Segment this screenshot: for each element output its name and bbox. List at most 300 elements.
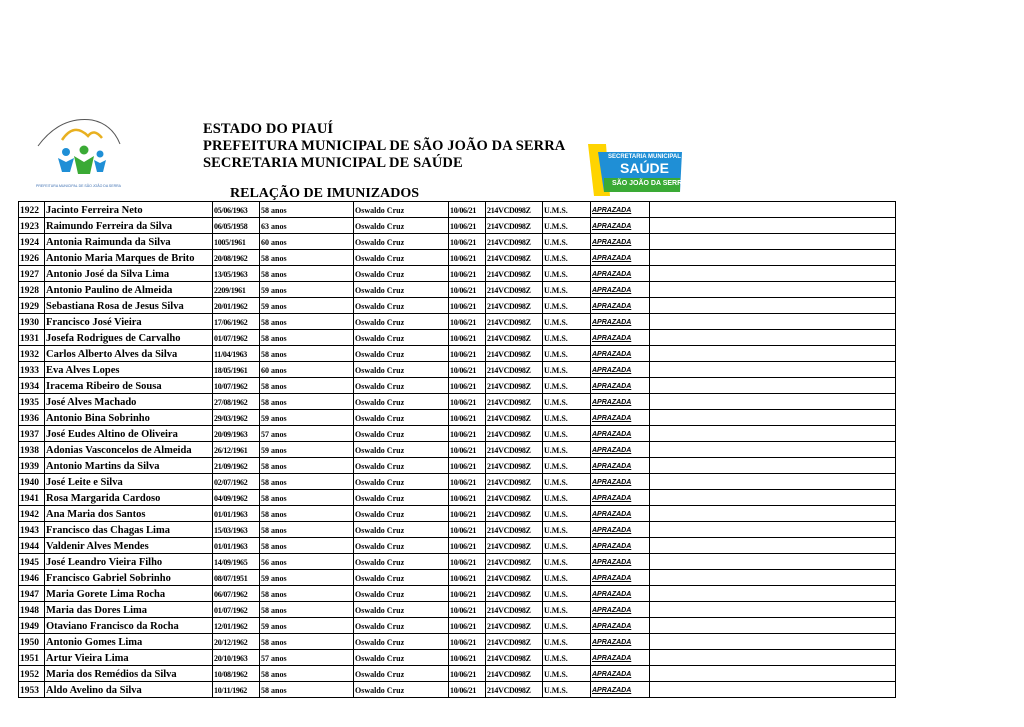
person-name: Ana Maria dos Santos (45, 506, 213, 522)
person-name: Sebastiana Rosa de Jesus Silva (45, 298, 213, 314)
vaccine-lot: 214VCD098Z (486, 586, 543, 602)
health-unit: U.M.S. (543, 474, 591, 490)
age: 58 anos (260, 346, 354, 362)
empty-cell (650, 266, 896, 282)
table-row (19, 266, 896, 282)
status-label (591, 490, 650, 506)
empty-cell (650, 394, 896, 410)
vaccine-lot: 214VCD098Z (486, 410, 543, 426)
status-text: APRAZADA (592, 415, 632, 422)
birth-date: 01/01/1963 (213, 538, 260, 554)
birth-date: 08/07/1951 (213, 570, 260, 586)
person-name: Rosa Margarida Cardoso (45, 490, 213, 506)
person-name: Antonio Gomes Lima (45, 634, 213, 650)
vaccination-date: 10/06/21 (449, 618, 486, 634)
age: 58 anos (260, 250, 354, 266)
status-text: APRAZADA (592, 383, 632, 390)
age: 57 anos (260, 426, 354, 442)
table-row (19, 410, 896, 426)
status-label (591, 570, 650, 586)
vaccine-lot: 214VCD098Z (486, 522, 543, 538)
row-number: 1953 (19, 682, 45, 698)
table-row (19, 586, 896, 602)
table-row (19, 666, 896, 682)
health-unit: U.M.S. (543, 602, 591, 618)
row-number: 1947 (19, 586, 45, 602)
status-text: APRAZADA (592, 207, 632, 214)
vaccination-site: Oswaldo Cruz (354, 298, 449, 314)
age: 58 anos (260, 634, 354, 650)
row-number: 1951 (19, 650, 45, 666)
health-unit: U.M.S. (543, 490, 591, 506)
vaccination-site: Oswaldo Cruz (354, 506, 449, 522)
status-label (591, 650, 650, 666)
age: 58 anos (260, 586, 354, 602)
status-text: APRAZADA (592, 639, 632, 646)
status-label (591, 506, 650, 522)
vaccine-lot: 214VCD098Z (486, 218, 543, 234)
empty-cell (650, 586, 896, 602)
table-row (19, 346, 896, 362)
health-unit: U.M.S. (543, 218, 591, 234)
empty-cell (650, 506, 896, 522)
vaccine-lot: 214VCD098Z (486, 602, 543, 618)
health-logo-line3: SÃO JOÃO DA SERRA (612, 180, 688, 187)
health-unit: U.M.S. (543, 426, 591, 442)
status-text: APRAZADA (592, 575, 632, 582)
vaccination-date: 10/06/21 (449, 554, 486, 570)
empty-cell (650, 682, 896, 698)
status-text: APRAZADA (592, 271, 632, 278)
status-label (591, 682, 650, 698)
status-label (591, 426, 650, 442)
age: 58 anos (260, 474, 354, 490)
vaccination-site: Oswaldo Cruz (354, 218, 449, 234)
row-number: 1924 (19, 234, 45, 250)
vaccine-lot: 214VCD098Z (486, 618, 543, 634)
vaccine-lot: 214VCD098Z (486, 362, 543, 378)
status-label (591, 282, 650, 298)
vaccine-lot: 214VCD098Z (486, 314, 543, 330)
table-row (19, 202, 896, 218)
age: 59 anos (260, 298, 354, 314)
vaccine-lot: 214VCD098Z (486, 506, 543, 522)
vaccination-site: Oswaldo Cruz (354, 474, 449, 490)
status-label (591, 634, 650, 650)
person-name: José Alves Machado (45, 394, 213, 410)
person-name: Francisco das Chagas Lima (45, 522, 213, 538)
row-number: 1935 (19, 394, 45, 410)
person-name: Antonio José da Silva Lima (45, 266, 213, 282)
table-row (19, 570, 896, 586)
age: 58 anos (260, 506, 354, 522)
vaccine-lot: 214VCD098Z (486, 298, 543, 314)
table-row (19, 602, 896, 618)
health-unit: U.M.S. (543, 378, 591, 394)
table-row (19, 490, 896, 506)
birth-date: 13/05/1963 (213, 266, 260, 282)
person-name: Antonia Raimunda da Silva (45, 234, 213, 250)
vaccine-lot: 214VCD098Z (486, 666, 543, 682)
birth-date: 01/07/1962 (213, 330, 260, 346)
birth-date: 10/08/1962 (213, 666, 260, 682)
empty-cell (650, 218, 896, 234)
person-name: Artur Vieira Lima (45, 650, 213, 666)
empty-cell (650, 474, 896, 490)
vaccination-date: 10/06/21 (449, 602, 486, 618)
table-row (19, 362, 896, 378)
vaccine-lot: 214VCD098Z (486, 554, 543, 570)
vaccination-site: Oswaldo Cruz (354, 586, 449, 602)
row-number: 1940 (19, 474, 45, 490)
vaccine-lot: 214VCD098Z (486, 490, 543, 506)
vaccine-lot: 214VCD098Z (486, 634, 543, 650)
person-name: Maria Gorete Lima Rocha (45, 586, 213, 602)
age: 58 anos (260, 666, 354, 682)
age: 56 anos (260, 554, 354, 570)
status-text: APRAZADA (592, 335, 632, 342)
empty-cell (650, 602, 896, 618)
document-header (203, 121, 565, 172)
empty-cell (650, 378, 896, 394)
status-text: APRAZADA (592, 591, 632, 598)
vaccination-date: 10/06/21 (449, 474, 486, 490)
empty-cell (650, 650, 896, 666)
vaccination-site: Oswaldo Cruz (354, 394, 449, 410)
table-row (19, 426, 896, 442)
status-label (591, 314, 650, 330)
table-row (19, 522, 896, 538)
row-number: 1932 (19, 346, 45, 362)
vaccine-lot: 214VCD098Z (486, 250, 543, 266)
vaccine-lot: 214VCD098Z (486, 330, 543, 346)
health-logo-line1: SECRETARIA MUNICIPAL DE (608, 154, 691, 160)
health-secretariat-logo (584, 140, 691, 200)
vaccination-date: 10/06/21 (449, 314, 486, 330)
vaccine-lot: 214VCD098Z (486, 474, 543, 490)
status-label (591, 666, 650, 682)
age: 58 anos (260, 330, 354, 346)
birth-date: 10/11/1962 (213, 682, 260, 698)
vaccination-date: 10/06/21 (449, 394, 486, 410)
header-secretariat: SECRETARIA MUNICIPAL DE SAÚDE (203, 155, 463, 171)
health-unit: U.M.S. (543, 330, 591, 346)
birth-date: 18/05/1961 (213, 362, 260, 378)
vaccination-date: 10/06/21 (449, 282, 486, 298)
age: 58 anos (260, 490, 354, 506)
row-number: 1933 (19, 362, 45, 378)
vaccination-date: 10/06/21 (449, 426, 486, 442)
person-name: Maria das Dores Lima (45, 602, 213, 618)
age: 60 anos (260, 234, 354, 250)
person-name: José Leandro Vieira Filho (45, 554, 213, 570)
age: 59 anos (260, 570, 354, 586)
table-row (19, 442, 896, 458)
empty-cell (650, 346, 896, 362)
vaccination-date: 10/06/21 (449, 634, 486, 650)
status-text: APRAZADA (592, 463, 632, 470)
status-label (591, 586, 650, 602)
status-text: APRAZADA (592, 399, 632, 406)
empty-cell (650, 618, 896, 634)
birth-date: 20/08/1962 (213, 250, 260, 266)
health-unit: U.M.S. (543, 618, 591, 634)
birth-date: 21/09/1962 (213, 458, 260, 474)
status-text: APRAZADA (592, 671, 632, 678)
vaccination-site: Oswaldo Cruz (354, 410, 449, 426)
status-label (591, 538, 650, 554)
person-name: Aldo Avelino da Silva (45, 682, 213, 698)
age: 57 anos (260, 650, 354, 666)
vaccine-lot: 214VCD098Z (486, 282, 543, 298)
status-label (591, 378, 650, 394)
age: 58 anos (260, 458, 354, 474)
row-number: 1937 (19, 426, 45, 442)
health-unit: U.M.S. (543, 362, 591, 378)
status-text: APRAZADA (592, 511, 632, 518)
health-unit: U.M.S. (543, 282, 591, 298)
person-name: Josefa Rodrigues de Carvalho (45, 330, 213, 346)
vaccination-site: Oswaldo Cruz (354, 346, 449, 362)
vaccination-site: Oswaldo Cruz (354, 378, 449, 394)
header-prefecture: PREFEITURA MUNICIPAL DE SÃO JOÃO DA SERRA (203, 138, 566, 154)
vaccine-lot: 214VCD098Z (486, 202, 543, 218)
age: 63 anos (260, 218, 354, 234)
empty-cell (650, 282, 896, 298)
vaccine-lot: 214VCD098Z (486, 234, 543, 250)
row-number: 1938 (19, 442, 45, 458)
status-label (591, 234, 650, 250)
age: 58 anos (260, 266, 354, 282)
table-row (19, 378, 896, 394)
row-number: 1934 (19, 378, 45, 394)
person-name: Francisco Gabriel Sobrinho (45, 570, 213, 586)
status-label (591, 298, 650, 314)
empty-cell (650, 490, 896, 506)
vaccination-date: 10/06/21 (449, 234, 486, 250)
vaccination-site: Oswaldo Cruz (354, 602, 449, 618)
table-row (19, 634, 896, 650)
person-name: Antonio Maria Marques de Brito (45, 250, 213, 266)
status-text: APRAZADA (592, 527, 632, 534)
status-label (591, 202, 650, 218)
row-number: 1929 (19, 298, 45, 314)
birth-date: 12/01/1962 (213, 618, 260, 634)
vaccination-date: 10/06/21 (449, 570, 486, 586)
status-text: APRAZADA (592, 223, 632, 230)
health-unit: U.M.S. (543, 586, 591, 602)
health-unit: U.M.S. (543, 234, 591, 250)
vaccination-date: 10/06/21 (449, 586, 486, 602)
status-label (591, 362, 650, 378)
health-unit: U.M.S. (543, 298, 591, 314)
birth-date: 06/05/1958 (213, 218, 260, 234)
vaccine-lot: 214VCD098Z (486, 458, 543, 474)
health-unit: U.M.S. (543, 266, 591, 282)
row-number: 1926 (19, 250, 45, 266)
age: 58 anos (260, 538, 354, 554)
table-row (19, 298, 896, 314)
birth-date: 17/06/1962 (213, 314, 260, 330)
row-number: 1944 (19, 538, 45, 554)
empty-cell (650, 666, 896, 682)
birth-date: 06/07/1962 (213, 586, 260, 602)
birth-date: 20/09/1963 (213, 426, 260, 442)
vaccine-lot: 214VCD098Z (486, 570, 543, 586)
table-row (19, 314, 896, 330)
health-unit: U.M.S. (543, 666, 591, 682)
health-unit: U.M.S. (543, 442, 591, 458)
health-unit: U.M.S. (543, 522, 591, 538)
health-unit: U.M.S. (543, 634, 591, 650)
birth-date: 20/12/1962 (213, 634, 260, 650)
vaccine-lot: 214VCD098Z (486, 538, 543, 554)
status-label (591, 394, 650, 410)
person-name: Antonio Martins da Silva (45, 458, 213, 474)
health-unit: U.M.S. (543, 346, 591, 362)
row-number: 1928 (19, 282, 45, 298)
status-text: APRAZADA (592, 479, 632, 486)
status-label (591, 250, 650, 266)
vaccination-site: Oswaldo Cruz (354, 682, 449, 698)
status-text: APRAZADA (592, 495, 632, 502)
vaccination-site: Oswaldo Cruz (354, 538, 449, 554)
status-text: APRAZADA (592, 351, 632, 358)
empty-cell (650, 458, 896, 474)
vaccination-site: Oswaldo Cruz (354, 522, 449, 538)
vaccination-site: Oswaldo Cruz (354, 634, 449, 650)
vaccination-site: Oswaldo Cruz (354, 650, 449, 666)
vaccination-date: 10/06/21 (449, 506, 486, 522)
empty-cell (650, 298, 896, 314)
vaccination-date: 10/06/21 (449, 682, 486, 698)
age: 58 anos (260, 314, 354, 330)
empty-cell (650, 410, 896, 426)
vaccine-lot: 214VCD098Z (486, 650, 543, 666)
empty-cell (650, 330, 896, 346)
vaccination-date: 10/06/21 (449, 650, 486, 666)
age: 58 anos (260, 682, 354, 698)
vaccination-date: 10/06/21 (449, 202, 486, 218)
status-text: APRAZADA (592, 239, 632, 246)
status-label (591, 474, 650, 490)
empty-cell (650, 362, 896, 378)
person-name: José Eudes Altino de Oliveira (45, 426, 213, 442)
immunized-table (18, 201, 896, 698)
birth-date: 04/09/1962 (213, 490, 260, 506)
birth-date: 1005/1961 (213, 234, 260, 250)
table-row (19, 218, 896, 234)
table-row (19, 474, 896, 490)
vaccine-lot: 214VCD098Z (486, 266, 543, 282)
empty-cell (650, 314, 896, 330)
vaccination-site: Oswaldo Cruz (354, 266, 449, 282)
empty-cell (650, 426, 896, 442)
vaccine-lot: 214VCD098Z (486, 426, 543, 442)
birth-date: 20/01/1962 (213, 298, 260, 314)
row-number: 1923 (19, 218, 45, 234)
health-unit: U.M.S. (543, 650, 591, 666)
vaccination-site: Oswaldo Cruz (354, 554, 449, 570)
health-unit: U.M.S. (543, 314, 591, 330)
health-unit: U.M.S. (543, 250, 591, 266)
table-row (19, 650, 896, 666)
document-subtitle: RELAÇÃO DE IMUNIZADOS (230, 186, 420, 201)
empty-cell (650, 202, 896, 218)
person-name: Francisco José Vieira (45, 314, 213, 330)
person-name: Eva Alves Lopes (45, 362, 213, 378)
table-body (19, 202, 896, 698)
table-row (19, 554, 896, 570)
status-text: APRAZADA (592, 287, 632, 294)
birth-date: 27/08/1962 (213, 394, 260, 410)
birth-date: 01/01/1963 (213, 506, 260, 522)
table-row (19, 682, 896, 698)
vaccination-date: 10/06/21 (449, 298, 486, 314)
birth-date: 26/12/1961 (213, 442, 260, 458)
empty-cell (650, 538, 896, 554)
health-unit: U.M.S. (543, 554, 591, 570)
vaccination-date: 10/06/21 (449, 490, 486, 506)
vaccination-date: 10/06/21 (449, 410, 486, 426)
status-text: APRAZADA (592, 431, 632, 438)
age: 59 anos (260, 410, 354, 426)
row-number: 1943 (19, 522, 45, 538)
vaccination-site: Oswaldo Cruz (354, 234, 449, 250)
person-name: Raimundo Ferreira da Silva (45, 218, 213, 234)
vaccine-lot: 214VCD098Z (486, 378, 543, 394)
empty-cell (650, 522, 896, 538)
status-text: APRAZADA (592, 607, 632, 614)
table-row (19, 250, 896, 266)
empty-cell (650, 234, 896, 250)
status-text: APRAZADA (592, 559, 632, 566)
health-unit: U.M.S. (543, 682, 591, 698)
health-unit: U.M.S. (543, 202, 591, 218)
row-number: 1941 (19, 490, 45, 506)
vaccination-site: Oswaldo Cruz (354, 618, 449, 634)
empty-cell (650, 634, 896, 650)
status-label (591, 410, 650, 426)
vaccine-lot: 214VCD098Z (486, 394, 543, 410)
row-number: 1949 (19, 618, 45, 634)
vaccination-date: 10/06/21 (449, 250, 486, 266)
row-number: 1948 (19, 602, 45, 618)
table-row (19, 458, 896, 474)
person-name: Valdenir Alves Mendes (45, 538, 213, 554)
empty-cell (650, 570, 896, 586)
status-label (591, 618, 650, 634)
health-unit: U.M.S. (543, 458, 591, 474)
status-label (591, 458, 650, 474)
birth-date: 05/06/1963 (213, 202, 260, 218)
vaccination-date: 10/06/21 (449, 442, 486, 458)
health-logo-line2: SAÚDE (620, 160, 670, 176)
vaccination-site: Oswaldo Cruz (354, 426, 449, 442)
birth-date: 2209/1961 (213, 282, 260, 298)
birth-date: 20/10/1963 (213, 650, 260, 666)
row-number: 1936 (19, 410, 45, 426)
row-number: 1946 (19, 570, 45, 586)
birth-date: 15/03/1963 (213, 522, 260, 538)
row-number: 1950 (19, 634, 45, 650)
municipal-logo-caption: PREFEITURA MUNICIPAL DE SÃO JOÃO DA SERRA (36, 184, 121, 188)
vaccination-site: Oswaldo Cruz (354, 490, 449, 506)
table-row (19, 618, 896, 634)
vaccination-site: Oswaldo Cruz (354, 282, 449, 298)
status-label (591, 554, 650, 570)
age: 59 anos (260, 442, 354, 458)
